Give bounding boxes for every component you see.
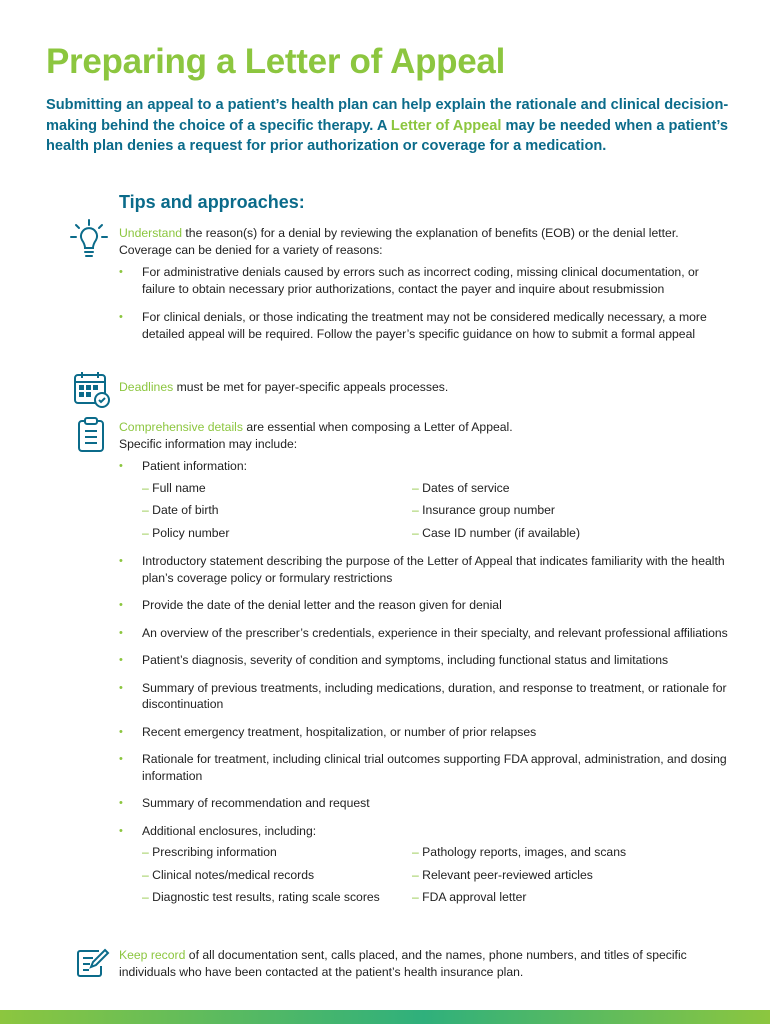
details-paragraph <box>119 419 729 436</box>
patient-info-entry: – Date of birth <box>142 502 412 519</box>
enclosures-item <box>119 823 729 906</box>
details-text-2: Specific information may include: <box>119 436 298 451</box>
details-bullet: • An overview of the prescriber’s credentials, experience in their specialty, and relevant professional affiliations <box>119 625 729 642</box>
keep-record-paragraph <box>119 947 729 980</box>
patient-info-entry: – Insurance group number <box>412 502 692 519</box>
intro-paragraph <box>46 95 736 157</box>
details-section <box>119 419 729 906</box>
details-bullet: • Provide the date of the denial letter and the reason given for denial <box>119 597 729 614</box>
enclosure-entry: – Clinical notes/medical records <box>142 867 412 884</box>
enclosures-label: Additional enclosures, including: <box>142 823 317 838</box>
calendar-icon <box>72 370 112 410</box>
patient-info-entry: – Full name <box>142 480 412 497</box>
details-bullet: • Patient’s diagnosis, severity of condition and symptoms, including functional status and limitations <box>119 652 729 669</box>
enclosure-entry: – FDA approval letter <box>412 889 692 906</box>
lightbulb-icon <box>68 218 110 260</box>
keep-record-lead: Keep record <box>119 948 186 962</box>
understand-bullet-2: • For clinical denials, or those indicating the treatment may not be considered medically necessary, a more detailed appeal will be required. Follow the payer’s specific guidance on how to submit a formal appeal <box>119 309 729 342</box>
intro-text-after: may be needed when a patient’s health plan denies a request for prior authorization or coverage for a medication. <box>46 117 729 154</box>
deadlines-paragraph <box>119 379 729 396</box>
patient-info-entry: – Dates of service <box>412 480 692 497</box>
intro-highlight: Letter of Appeal <box>390 117 502 134</box>
patient-info-entry: – Policy number <box>142 525 412 542</box>
enclosure-entry: – Pathology reports, images, and scans <box>412 844 692 861</box>
patient-info-label: Patient information: <box>142 459 248 473</box>
understand-lead: Understand <box>119 226 183 240</box>
patient-info-entry: – Case ID number (if available) <box>412 525 692 542</box>
details-bullet: • Recent emergency treatment, hospitalization, or number of prior relapses <box>119 724 729 741</box>
details-bullet: • Summary of recommendation and request <box>119 795 729 812</box>
page-title: Preparing a Letter of Appeal <box>46 42 506 81</box>
footer-gradient-bar <box>0 1010 770 1024</box>
understand-text: the reason(s) for a denial by reviewing the explanation of benefits (EOB) or the denial letter. Coverage can be denied for a variety of reasons: <box>119 226 679 257</box>
details-bullet: • Rationale for treatment, including clinical trial outcomes supporting FDA approval, administration, and dosing information <box>119 751 729 784</box>
understand-paragraph <box>119 225 729 258</box>
details-text: are essential when composing a Letter of Appeal. <box>242 420 513 434</box>
enclosure-entry: – Relevant peer-reviewed articles <box>412 867 692 884</box>
deadlines-lead: Deadlines <box>119 380 174 394</box>
details-bullet: • Introductory statement describing the purpose of the Letter of Appeal that indicates familiarity with the health plan’s coverage policy or formulary restrictions <box>119 553 729 586</box>
keep-record-text: of all documentation sent, calls placed, and the names, phone numbers, and titles of specific individuals who have been contacted at the patient’s health insurance plan. <box>119 948 687 979</box>
enclosure-entry: – Prescribing information <box>142 844 412 861</box>
tips-heading: Tips and approaches: <box>119 192 305 212</box>
edit-document-icon <box>75 946 111 980</box>
keep-record-section <box>119 947 729 980</box>
enclosure-entry: – Diagnostic test results, rating scale scores <box>142 889 412 906</box>
understand-bullet-1: • For administrative denials caused by errors such as incorrect coding, missing clinical documentation, or failure to obtain necessary prior authorizations, contact the payer and inquire about resubmission <box>119 264 729 297</box>
understand-section <box>119 225 729 342</box>
intro-text-before: Submitting an appeal to a patient’s health plan can help explain the rationale and clinical decision-making behind the choice of a specific therapy. A <box>46 97 729 134</box>
patient-info-item <box>119 458 729 541</box>
details-bullet: • Summary of previous treatments, including medications, duration, and response to treatment, or rationale for discontinuation <box>119 680 729 713</box>
deadlines-text: must be met for payer-specific appeals processes. <box>173 380 449 394</box>
details-lead: Comprehensive details <box>119 420 243 434</box>
deadlines-section <box>119 379 729 396</box>
clipboard-icon <box>76 416 106 454</box>
